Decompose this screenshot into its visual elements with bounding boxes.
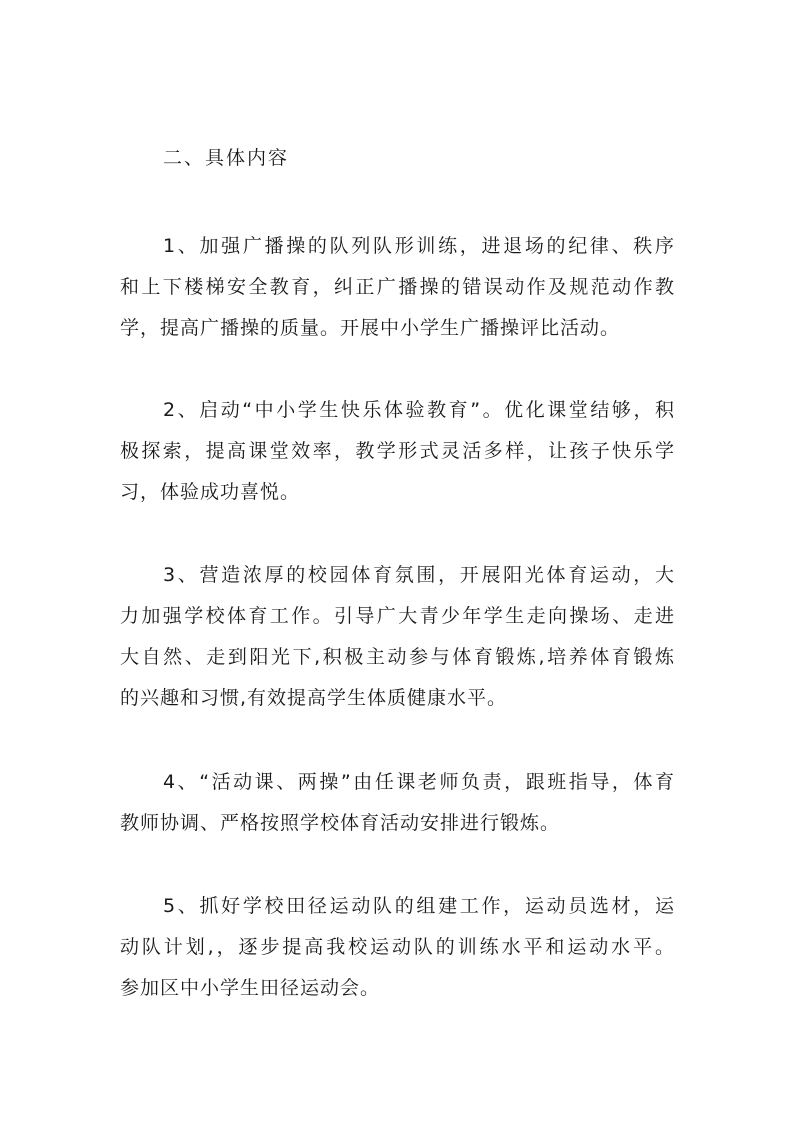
paragraph-line: 1、加强广播操的队列队形训练，进退场的纪律、秩序: [163, 235, 675, 257]
paragraph-line: 动队计划,，逐步提高我校运动队的训练水平和运动水平。: [120, 936, 675, 958]
paragraph-line: 3、营造浓厚的校园体育氛围，开展阳光体育运动，大: [163, 564, 675, 586]
paragraph-4: [120, 762, 675, 844]
paragraph-line: 4、“活动课、两操”由任课老师负责，跟班指导，体育: [163, 771, 675, 793]
paragraph-line: 的兴趣和习惯,有效提高学生体质健康水平。: [120, 687, 508, 709]
paragraph-2: [120, 390, 675, 513]
paragraph-line: 教师协调、严格按照学校体育活动安排进行锻炼。: [120, 812, 561, 834]
paragraph-line: 学，提高广播操的质量。开展中小学生广播操评比活动。: [120, 317, 621, 339]
paragraph-line: 5、抓好学校田径运动队的组建工作，运动员选材，运: [163, 895, 675, 917]
paragraph-1: [120, 226, 675, 349]
paragraph-5: [120, 886, 675, 1009]
paragraph-3: [120, 555, 675, 719]
paragraph-line: 参加区中小学生田径运动会。: [120, 977, 381, 999]
section-heading: 二、具体内容: [163, 147, 290, 169]
paragraph-line: 习，体验成功喜悦。: [120, 481, 301, 503]
paragraph-line: 极探索，提高课堂效率，教学形式灵活多样，让孩子快乐学: [120, 440, 675, 462]
paragraph-line: 大自然、走到阳光下,积极主动参与体育锻炼,培养体育锻炼: [120, 646, 675, 668]
paragraph-line: 力加强学校体育工作。引导广大青少年学生走向操场、走进: [120, 605, 675, 627]
paragraph-line: 2、启动“中小学生快乐体验教育”。优化课堂结够，积: [163, 399, 675, 421]
paragraph-line: 和上下楼梯安全教育，纠正广播操的错误动作及规范动作教: [120, 276, 675, 298]
